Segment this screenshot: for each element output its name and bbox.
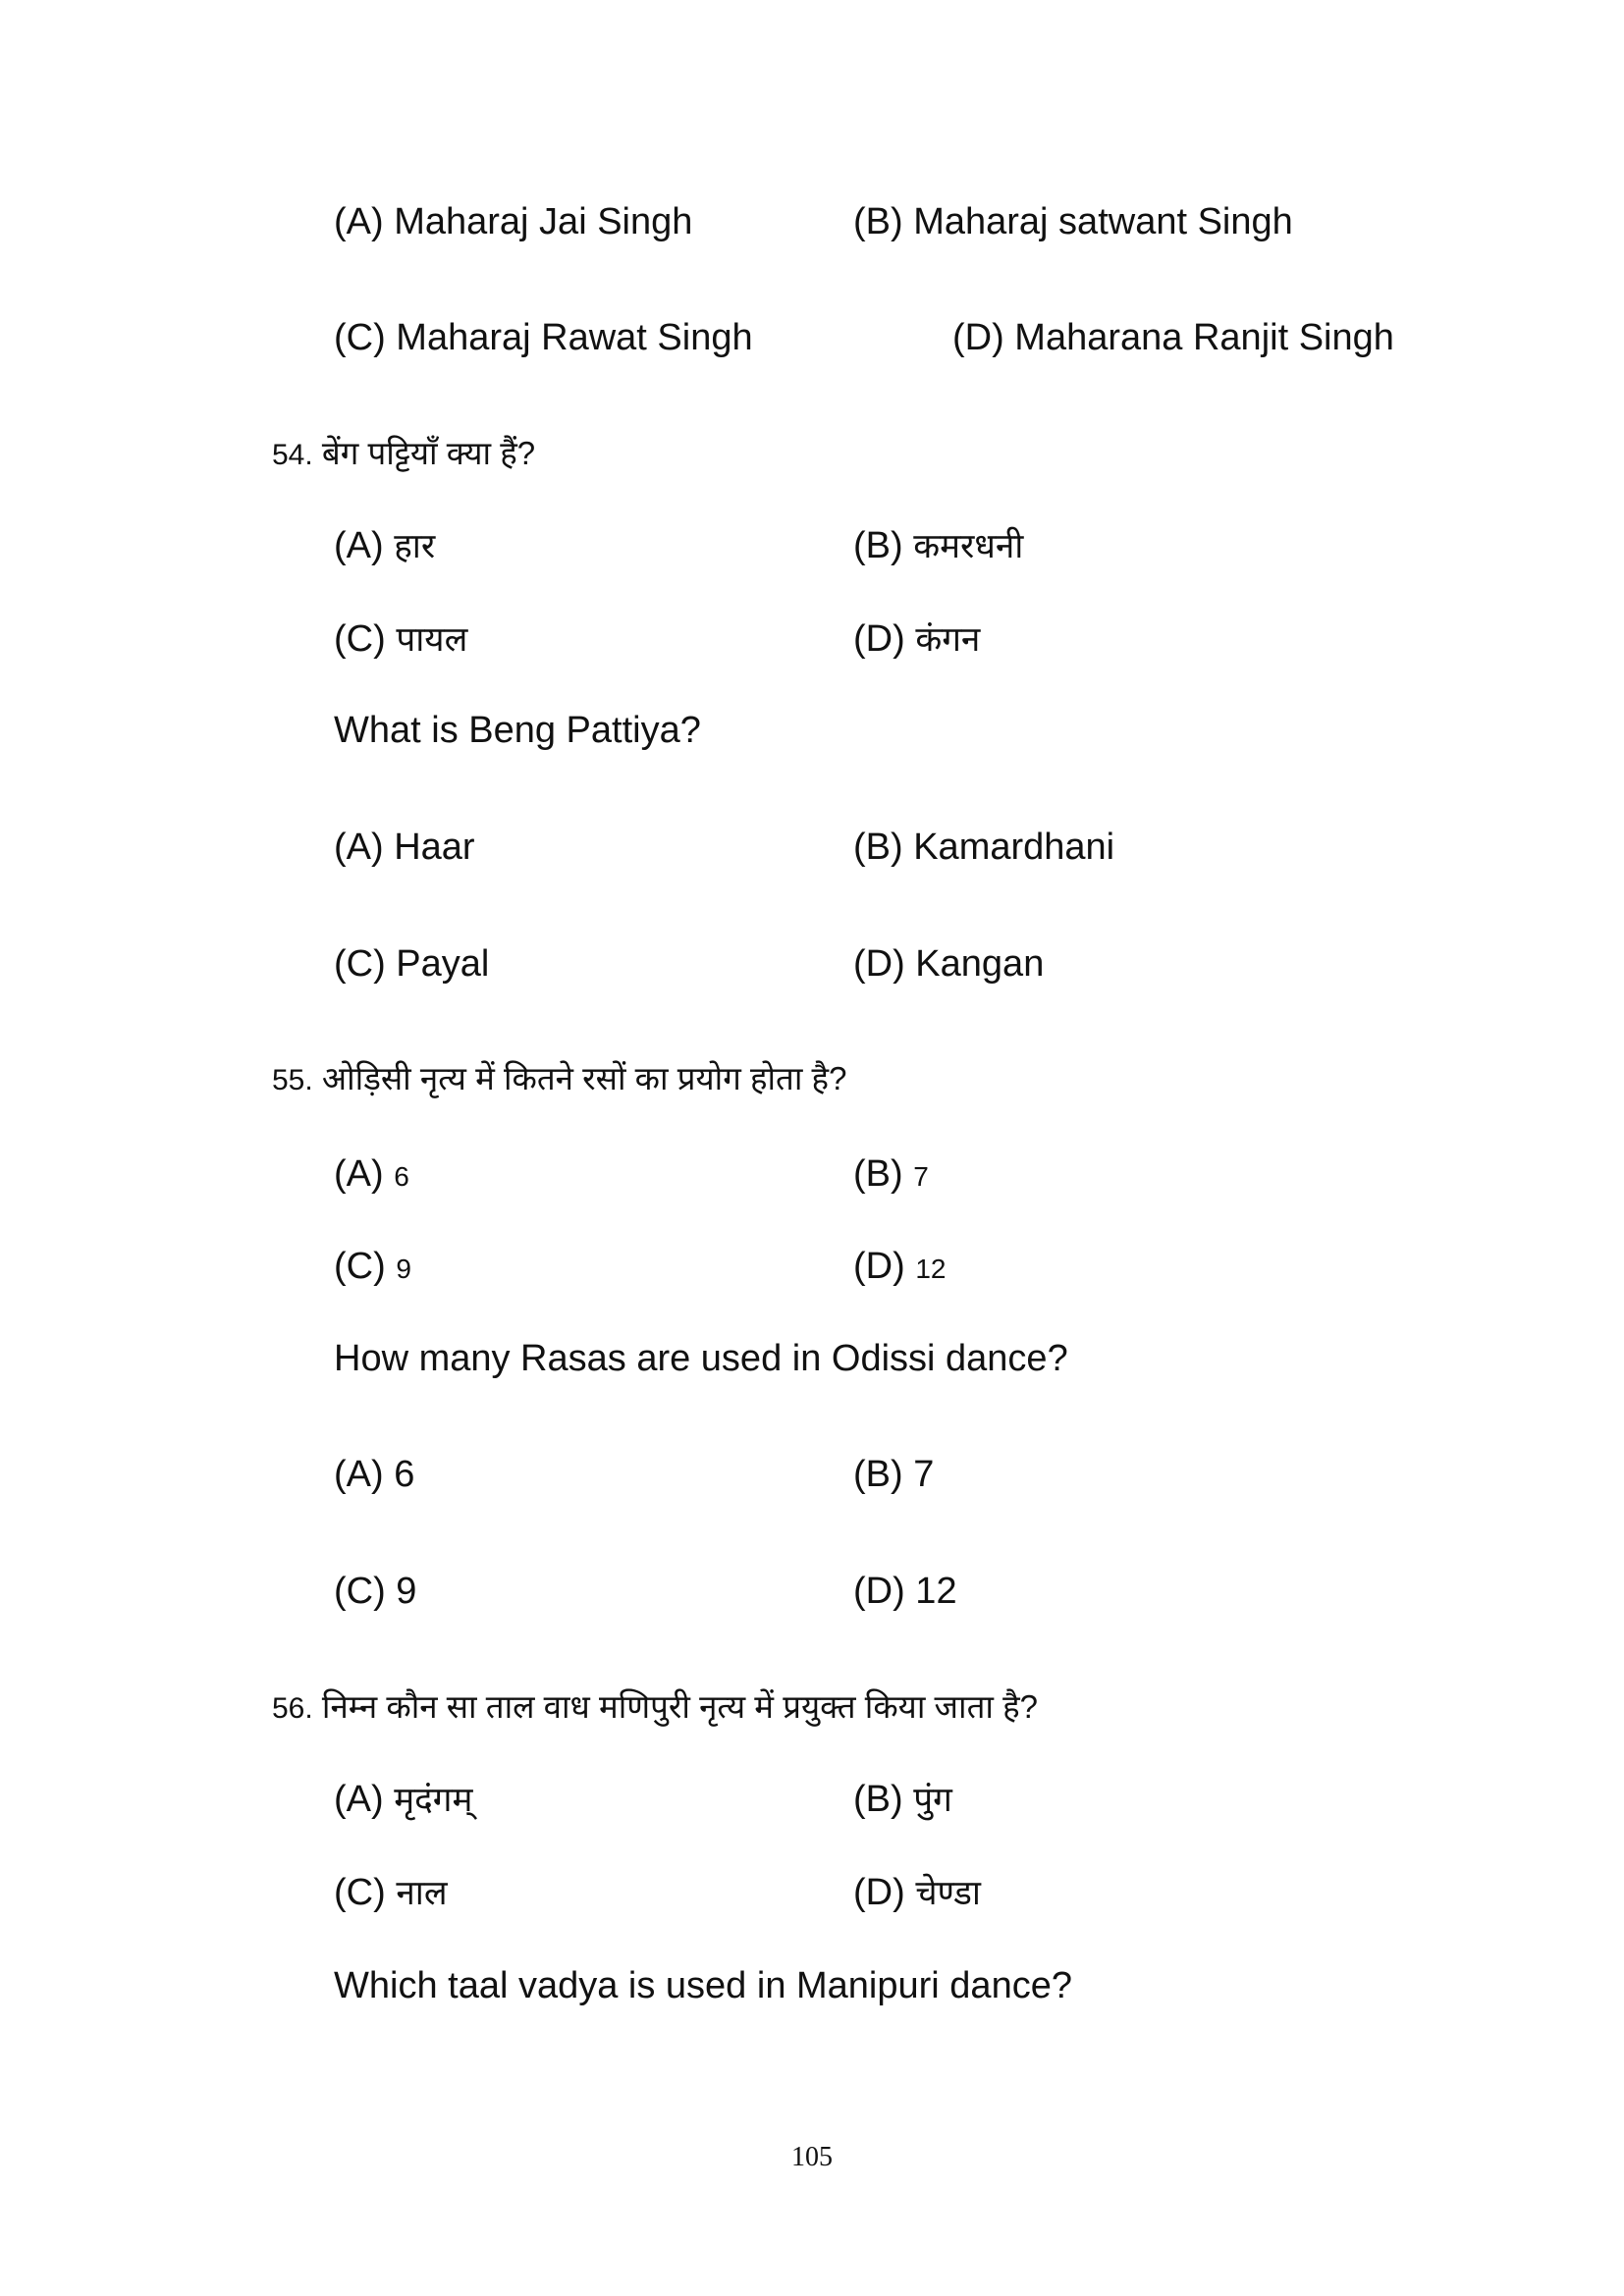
q55-hi-option-a: (A) 6: [334, 1153, 409, 1195]
question-number: 54.: [272, 439, 313, 471]
q53-option-b: (B) Maharaj satwant Singh: [853, 201, 1293, 242]
q54-en-option-b: (B) Kamardhani: [853, 827, 1115, 868]
question-text: बेंग पट्टियाँ क्या हैं?: [321, 435, 536, 471]
q55-hi-option-b: (B) 7: [853, 1153, 929, 1195]
q54-question-english: What is Beng Pattiya?: [334, 710, 701, 751]
q55-hi-option-d: (D) 12: [853, 1246, 947, 1287]
q56-hi-option-b: (B) पुंग: [853, 1779, 952, 1820]
q56-hi-option-c: (C) नाल: [334, 1872, 448, 1913]
q56-question-hindi: [272, 1682, 1038, 1732]
q53-option-c: (C) Maharaj Rawat Singh: [334, 317, 753, 358]
q53-option-a: (A) Maharaj Jai Singh: [334, 201, 693, 242]
q55-en-option-c: (C) 9: [334, 1571, 417, 1612]
q54-question-hindi: [272, 429, 535, 478]
q55-hi-option-c: (C) 9: [334, 1246, 411, 1287]
q54-hi-option-d: (D) कंगन: [853, 618, 981, 660]
q54-hi-option-b: (B) कमरधनी: [853, 525, 1024, 566]
question-number: 56.: [272, 1692, 313, 1725]
q55-question-english: How many Rasas are used in Odissi dance?: [334, 1338, 1068, 1379]
q56-hi-option-a: (A) मृदंगम्: [334, 1779, 473, 1820]
q53-option-d: (D) Maharana Ranjit Singh: [952, 317, 1394, 358]
q55-question-hindi: [272, 1054, 846, 1103]
q55-en-option-d: (D) 12: [853, 1571, 957, 1612]
question-number: 55.: [272, 1064, 313, 1096]
question-text: ओड़िसी नृत्य में कितने रसों का प्रयोग होता है?: [321, 1060, 847, 1096]
q56-hi-option-d: (D) चेण्डा: [853, 1872, 981, 1913]
q55-en-option-b: (B) 7: [853, 1454, 935, 1495]
q56-question-english: Which taal vadya is used in Manipuri dance?: [334, 1965, 1072, 2006]
q54-hi-option-c: (C) पायल: [334, 618, 468, 660]
page-number: 105: [791, 2142, 833, 2172]
question-text: निम्न कौन सा ताल वाध मणिपुरी नृत्य में प्रयुक्त किया जाता है?: [321, 1688, 1038, 1725]
q54-en-option-d: (D) Kangan: [853, 943, 1045, 985]
q54-en-option-c: (C) Payal: [334, 943, 490, 985]
q54-en-option-a: (A) Haar: [334, 827, 475, 868]
q55-en-option-a: (A) 6: [334, 1454, 415, 1495]
q54-hi-option-a: (A) हार: [334, 525, 436, 566]
